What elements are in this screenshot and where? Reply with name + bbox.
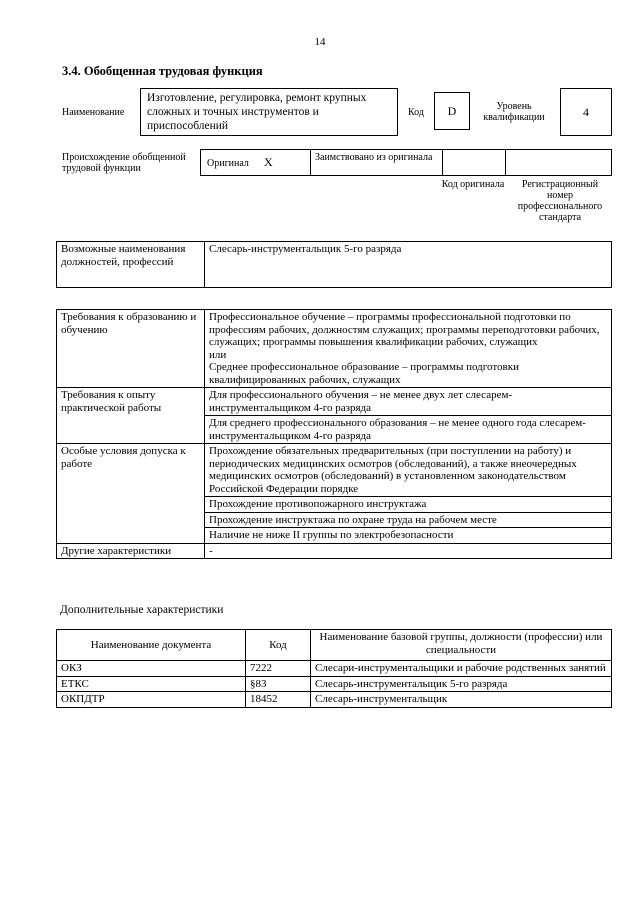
borrowed-label: Заимствовано из оригинала — [315, 152, 433, 163]
name-box — [140, 88, 398, 136]
name-label: Наименование — [62, 107, 125, 118]
row-code: 7222 — [246, 661, 311, 677]
education-or: или — [209, 348, 227, 361]
table-row — [57, 661, 612, 677]
original-label: Оригинал — [207, 158, 249, 169]
other-value: - — [205, 543, 612, 559]
other-row — [57, 543, 612, 559]
level-label: Уровень квалификации — [483, 101, 545, 123]
level-box — [560, 88, 612, 136]
original-mark: X — [264, 155, 273, 169]
additional-title: Дополнительные характеристики — [60, 604, 224, 616]
additional-header-row — [57, 630, 612, 661]
requirements-table — [56, 309, 612, 559]
positions-table — [56, 241, 612, 288]
row-name: Слесарь-инструментальщик — [311, 692, 612, 708]
reg-number-caption: Регистрационный номер профессионального стандарта — [517, 179, 603, 223]
conditions-text-3: Прохождение инструктажа по охране труда на рабочем месте — [205, 512, 611, 528]
experience-text-2: Для среднего профессионального образования – не менее одного года слесарем-инструментальщиком 4-го разряда — [205, 415, 611, 443]
header-document: Наименование документа — [57, 630, 246, 661]
additional-table — [56, 629, 612, 708]
row-code: 18452 — [246, 692, 311, 708]
row-doc: ОКПДТР — [57, 692, 246, 708]
education-row — [57, 310, 612, 388]
conditions-text-2: Прохождение противопожарного инструктажа — [205, 496, 611, 512]
code-box — [434, 92, 470, 130]
code-label: Код — [408, 107, 424, 118]
education-label: Требования к образованию и обучению — [57, 310, 205, 388]
experience-label: Требования к опыту практической работы — [57, 388, 205, 444]
level-value: 4 — [583, 105, 589, 119]
row-doc: ОКЗ — [57, 661, 246, 677]
conditions-row — [57, 444, 612, 544]
conditions-text-4: Наличие не ниже II группы по электробезопасности — [205, 527, 611, 543]
header-group: Наименование базовой группы, должности (профессии) или специальности — [311, 630, 612, 661]
header-code: Код — [246, 630, 311, 661]
table-row — [57, 676, 612, 692]
section-title: 3.4. Обобщенная трудовая функция — [62, 64, 263, 78]
row-name: Слесари-инструментальщики и рабочие родственных занятий — [311, 661, 612, 677]
code-value: D — [447, 104, 457, 118]
page-number: 14 — [314, 36, 326, 48]
experience-text-1: Для профессионального обучения – не менее двух лет слесарем-инструментальщиком 4-го разряда — [209, 389, 513, 414]
conditions-text-1: Прохождение обязательных предварительных (при поступлении на работу) и периодических медицинских осмотров (обследований), а также внеочередных медицинских осмотров (обследований) в установленном законодательством Российской Федерации порядке — [209, 445, 577, 495]
other-label: Другие характеристики — [57, 543, 205, 559]
conditions-label: Особые условия допуска к работе — [57, 444, 205, 544]
name-value: Изготовление, регулировка, ремонт крупных сложных и точных инструментов и приспособлений — [147, 92, 367, 132]
row-doc: ЕТКС — [57, 676, 246, 692]
positions-label: Возможные наименования должностей, профессий — [57, 242, 205, 288]
education-text-2: Среднее профессиональное образование – программы подготовки квалифицированных рабочих, служащих — [209, 361, 519, 386]
positions-value: Слесарь-инструментальщик 5-го разряда — [205, 242, 612, 288]
row-code: §83 — [246, 676, 311, 692]
table-row — [57, 692, 612, 708]
experience-row — [57, 388, 612, 444]
code-original-caption: Код оригинала — [441, 179, 505, 190]
education-text-1: Профессиональное обучение – программы профессиональной подготовки по профессиям рабочих, должностям служащих; программы переподготовки рабочих, служащих; программы повышения квалификации рабочих, служащих — [209, 311, 600, 348]
origin-label: Происхождение обобщенной трудовой функции — [62, 152, 186, 174]
row-name: Слесарь-инструментальщик 5-го разряда — [311, 676, 612, 692]
